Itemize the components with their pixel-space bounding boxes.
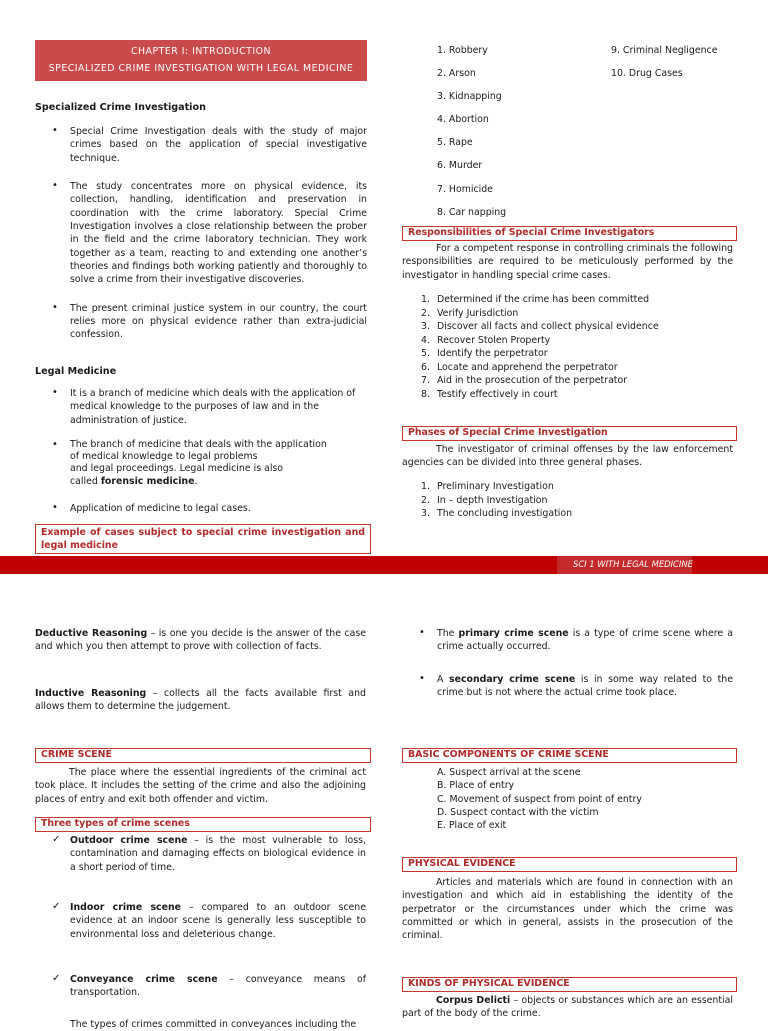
conveyance-item: [35, 973, 366, 1000]
component-item: B. Place of entry: [437, 780, 515, 792]
case-item: 7. Homicide: [437, 183, 493, 195]
outdoor-item: [35, 834, 366, 874]
legal-medicine-heading: Legal Medicine: [35, 366, 117, 377]
sci-bullet-list: [35, 125, 367, 354]
deductive-paragraph: [35, 627, 366, 654]
footer-band-text: SCI 1 WITH LEGAL MEDICINE: [573, 559, 693, 569]
lm-bullet-3: • Application of medicine to legal cases.: [35, 502, 367, 515]
sci-bullet-1: • Special Crime Investigation deals with the study of major crimes based on the application of special investigative technique.: [35, 125, 367, 165]
inductive-term: Inductive Reasoning: [35, 688, 147, 699]
responsibilities-list: [402, 293, 733, 401]
primary-term: primary crime scene: [458, 628, 569, 639]
phase-item-3: 3. The concluding investigation: [421, 508, 573, 520]
conveyance-text: – conveyance means of transportation.: [70, 974, 366, 999]
resp-item-4: 4. Recover Stolen Property: [421, 334, 551, 346]
lm-called-text: called: [70, 475, 101, 487]
forensic-medicine-term: forensic medicine: [100, 475, 195, 487]
component-item: E. Place of exit: [437, 820, 507, 832]
deductive-term: Deductive Reasoning: [35, 628, 148, 639]
case-item: 6. Murder: [437, 160, 483, 172]
case-item: 10. Drug Cases: [611, 68, 683, 80]
resp-item-7: 7. Aid in the prosecution of the perpetrator: [421, 375, 628, 387]
indoor-item: [35, 901, 366, 941]
chapter-title-box: [35, 40, 367, 81]
resp-item-1: 1. Determined if the crime has been committed: [421, 294, 650, 305]
crime-scene-box: CRIME SCENE: [35, 748, 371, 763]
component-item: D. Suspect contact with the victim: [437, 807, 599, 819]
indoor-term: Indoor crime scene: [70, 902, 181, 914]
sci-heading: Specialized Crime Investigation: [35, 102, 206, 113]
case-item: 1. Robbery: [437, 45, 488, 56]
outdoor-term: Outdoor crime scene: [70, 835, 188, 846]
corpus-delicti-text: – objects or substances which are an essential part of the body of the crime.: [402, 995, 733, 1020]
basic-components-box: BASIC COMPONENTS OF CRIME SCENE: [402, 748, 737, 763]
resp-item-3: 3. Discover all facts and collect physical evidence: [421, 321, 659, 333]
resp-item-6: 6. Locate and apprehend the perpetrator: [421, 361, 618, 373]
case-item: 5. Rape: [437, 137, 473, 149]
lm-bullet-2-line-1: • The branch of medicine that deals with the application: [70, 439, 327, 451]
lm-bullet-2-line-4: [70, 476, 367, 488]
example-cases-box: Example of cases subject to special crime investigation and legal medicine: [35, 524, 371, 554]
lm-period: .: [194, 475, 198, 487]
primary-item: • The primary crime scene is a type of crime scene where a crime actually occurred.: [402, 627, 733, 654]
indoor-text: – compared to an outdoor scene evidence at an indoor scene is generally less susceptible to environmental loss and deleterious change.: [70, 902, 366, 940]
corpus-delicti-term: Corpus Delicti: [436, 995, 511, 1006]
phase-item-1: 1. Preliminary Investigation: [421, 481, 554, 492]
secondary-term: secondary crime scene: [449, 673, 576, 685]
cases-column-2: [611, 39, 717, 85]
lm-bullet-2: [35, 439, 367, 488]
conveyance-continuation: The types of crimes committed in conveyances including the: [70, 1019, 357, 1030]
conveyance-term: Conveyance crime scene: [70, 974, 218, 986]
chapter-title: CHAPTER I: INTRODUCTION: [130, 46, 272, 57]
lm-bullet-2-line-3: and legal proceedings. Legal medicine is also: [70, 463, 284, 475]
basic-components-list: [437, 766, 642, 833]
kinds-of-evidence-box: KINDS OF PHYSICAL EVIDENCE: [402, 977, 737, 992]
case-item: 2. Arson: [437, 68, 476, 80]
case-item: 8. Car napping: [437, 206, 507, 218]
inductive-text: – collects all the facts available first and allows them to determine the judgement.: [35, 688, 366, 713]
deductive-text: – is one you decide is the answer of the case and which you then attempt to prove with collection of facts.: [35, 628, 366, 653]
resp-item-5: 5. Identify the perpetrator: [421, 348, 548, 360]
sci-bullet-2: • The study concentrates more on physical evidence, its collection, handling, identification and preservation in coordination with the crime laboratory. Special Crime Investigation involves a close relationship between the prober in the field and the crime laboratory technician. They work together as a team, reacting to and extending one another’s theories and findings both working patiently and thoroughly to solve a crime from their investigative discoveries.: [35, 180, 367, 287]
secondary-item: • A secondary crime scene is in some way related to the crime but is not where the actual crime took place.: [402, 673, 733, 700]
component-item: A. Suspect arrival at the scene: [437, 767, 581, 778]
phases-list: [402, 480, 733, 521]
legal-medicine-list: [35, 387, 367, 527]
resp-item-2: 2. Verify Jurisdiction: [421, 307, 519, 319]
sci-bullet-3: • The present criminal justice system in our country, the court relies more on physical evidence rather than extra-judicial confession.: [35, 302, 367, 342]
responsibilities-box: Responsibilities of Special Crime Investigators: [402, 226, 737, 241]
resp-item-8: 8. Testify effectively in court: [421, 388, 558, 400]
chapter-subtitle: SPECIALIZED CRIME INVESTIGATION WITH LEGAL MEDICINE: [48, 63, 354, 75]
lm-bullet-2-line-2: of medical knowledge to legal problems: [70, 451, 258, 463]
physical-evidence-box: PHYSICAL EVIDENCE: [402, 857, 737, 872]
phase-item-2: 2. In – depth Investigation: [421, 494, 548, 506]
component-item: C. Movement of suspect from point of entry: [437, 793, 642, 805]
inductive-paragraph: [35, 687, 366, 714]
responsibilities-paragraph: For a competent response in controlling criminals the following responsibilities are required to be meticulously performed by the investigator in handling special crime cases.: [402, 243, 733, 281]
phases-paragraph: The investigator of criminal offenses by the law enforcement agencies can be divided into three general phases.: [402, 444, 733, 469]
physical-evidence-paragraph: Articles and materials which are found in connection with an investigation and which aid in establishing the identity of the perpetrator or the circumstances under which the crime was committed or which in general, assists in the prosecution of the criminal.: [402, 877, 733, 942]
case-item: 3. Kidnapping: [437, 91, 502, 103]
phases-box: Phases of Special Crime Investigation: [402, 426, 737, 441]
primary-secondary-list: [402, 627, 733, 711]
case-item: 9. Criminal Negligence: [611, 45, 718, 56]
lm-bullet-1: • It is a branch of medicine which deals with the application of medical knowledge to the purposes of law and in the administration of justice.: [35, 387, 367, 427]
corpus-delicti-paragraph: [402, 994, 733, 1021]
outdoor-text: – is the most vulnerable to loss, contamination and damaging effects on biological evidence in a short period of time.: [70, 835, 366, 873]
crime-scene-paragraph: The place where the essential ingredients of the criminal act took place. It includes the setting of the crime and also the adjoining places of entry and exit both offender and victim.: [35, 767, 366, 805]
case-item: 4. Abortion: [437, 114, 489, 126]
cases-column-1: [437, 39, 506, 224]
three-types-box: Three types of crime scenes: [35, 817, 371, 832]
crime-scene-types-list: [35, 834, 366, 1000]
